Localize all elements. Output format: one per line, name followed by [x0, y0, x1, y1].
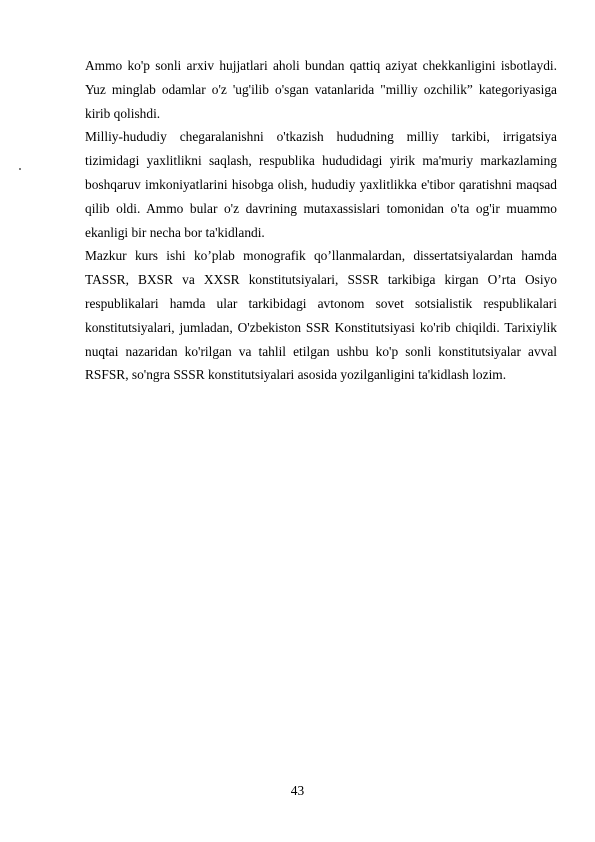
paragraph-1: Ammo ko'p sonli arxiv hujjatlari aholi bundan qattiq aziyat chekkanligini isbotlaydi. Yuz minglab odamlar o'z 'ug'ilib o'sgan vatanlarida "milliy ozchilik” kategoriyasiga kirib qolishdi.: [85, 58, 557, 121]
paragraph-3: Mazkur kurs ishi ko’plab monografik qo’llanmalardan, dissertatsiyalardan hamda TASSR, BXSR va XXSR konstitutsiyalari, SSSR tarkibiga kirgan O’rta Osiyo respublikalari hamda ular tarkibidagi avtonom sovet sotsialistik respublikalari konstitutsiyalari, jumladan, O'zbekiston SSR Konstitutsiyasi ko'rib chiqildi. Tarixiylik nuqtai nazaridan ko'rilgan va tahlil etilgan ushbu ko'p sonli konstitutsiyalar avval RSFSR, so'ngra SSSR konstitutsiyalari asosida yozilganligini ta'kidlash lozim.: [85, 248, 557, 383]
body-text: [85, 54, 557, 387]
margin-mark: [19, 168, 21, 170]
paragraph-2: Milliy-hududiy chegaralanishni o'tkazish hududning milliy tarkibi, irrigatsiya tizimidagi yaxlitlikni saqlash, respublika hududidagi yirik ma'muriy markazlaming boshqaruv imkoniyatlarini hisobga olish, hududiy yaxlitlikka e'tibor qaratishni maqsad qilib oldi. Ammo bular o'z davrining mutaxassislari tomonidan o'ta og'ir muammo ekanligi bir necha bor ta'kidlandi.: [85, 129, 557, 240]
page-number: 43: [290, 783, 305, 798]
